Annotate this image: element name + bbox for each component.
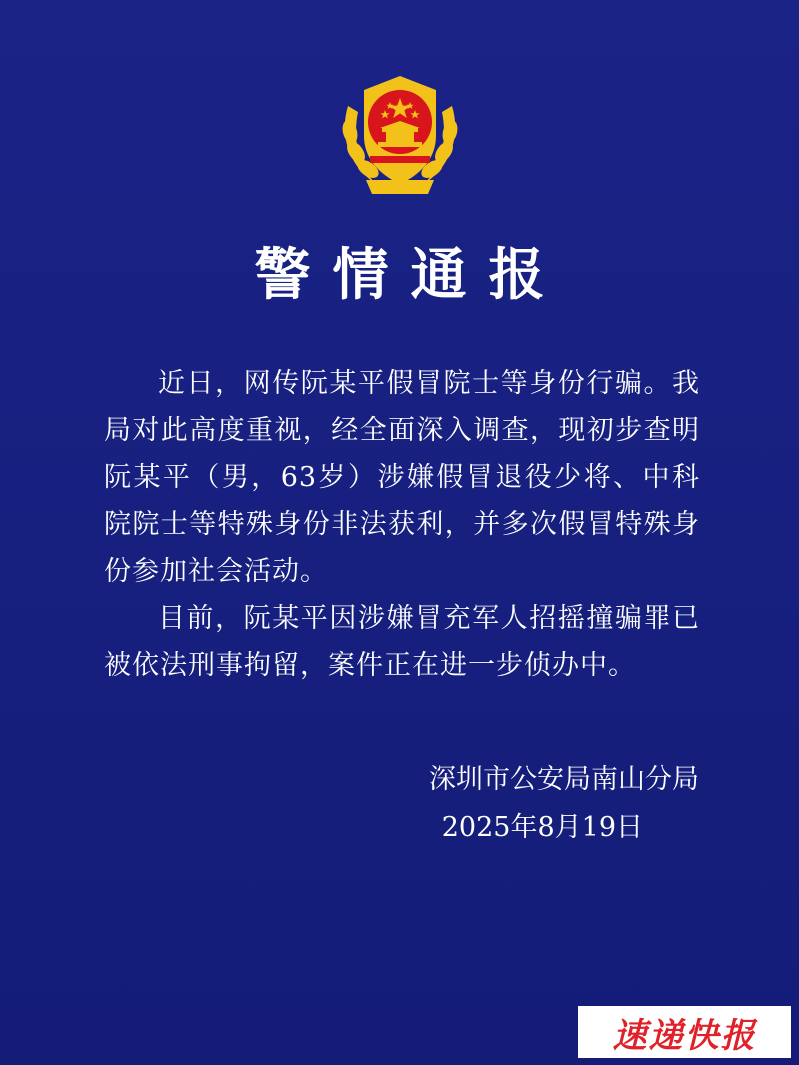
notice-title: 警情通报 xyxy=(254,243,567,308)
watermark-badge xyxy=(578,1006,791,1058)
notice-paragraph: 近日，网传阮某平假冒院士等身份行骗。我局对此高度重视，经全面深入调查，现初步查明阮某平（男，63岁）涉嫌假冒退役少将、中科院院士等特殊身份非法获利，并多次假冒特殊身份参加社会活动。 xyxy=(104,368,700,587)
notice-paragraph: 目前，阮某平因涉嫌冒充军人招摇撞骗罪已被依法刑事拘留，案件正在进一步侦办中。 xyxy=(104,603,700,681)
notice-signature xyxy=(429,756,699,852)
watermark-text: 速递快报 xyxy=(612,1015,757,1056)
police-emblem-icon xyxy=(336,72,464,196)
notice-body xyxy=(104,360,700,689)
issuer-name: 深圳市公安局南山分局 xyxy=(429,764,699,795)
issue-date: 2025年8月19日 xyxy=(441,812,643,843)
